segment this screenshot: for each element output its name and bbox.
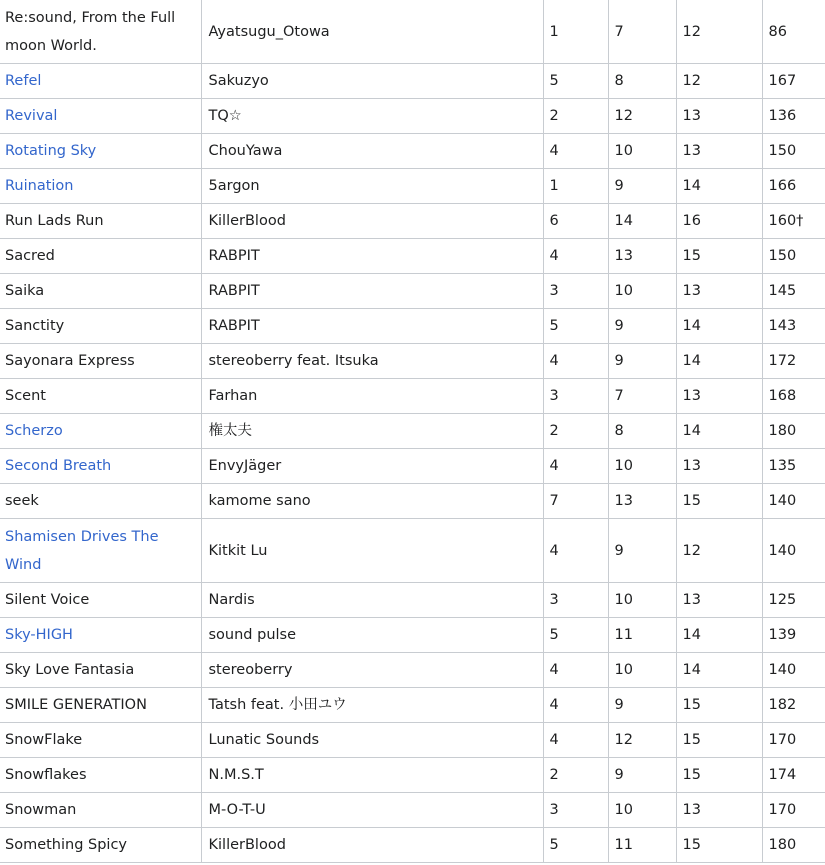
song-title-cell bbox=[0, 64, 201, 99]
table-row bbox=[0, 828, 825, 863]
value-cell-1: 3 bbox=[543, 583, 608, 618]
table-row bbox=[0, 758, 825, 793]
artist-cell: 権太夫 bbox=[201, 414, 543, 449]
artist-cell: Ayatsugu_Otowa bbox=[201, 0, 543, 64]
value-cell-3: 15 bbox=[676, 828, 762, 863]
table-row bbox=[0, 344, 825, 379]
value-cell-1: 4 bbox=[543, 344, 608, 379]
song-title-cell bbox=[0, 344, 201, 379]
value-cell-3: 12 bbox=[676, 64, 762, 99]
value-cell-3: 14 bbox=[676, 653, 762, 688]
value-cell-1: 3 bbox=[543, 379, 608, 414]
value-cell-4: 86 bbox=[762, 0, 825, 64]
value-cell-3: 15 bbox=[676, 239, 762, 274]
value-cell-4: 140 bbox=[762, 653, 825, 688]
song-title-cell bbox=[0, 484, 201, 519]
value-cell-2: 7 bbox=[608, 379, 676, 414]
value-cell-2: 9 bbox=[608, 344, 676, 379]
value-cell-2: 9 bbox=[608, 758, 676, 793]
song-title-text: SMILE GENERATION bbox=[5, 697, 147, 713]
song-title-text: Saika bbox=[5, 283, 45, 299]
artist-cell: stereoberry feat. Itsuka bbox=[201, 344, 543, 379]
value-cell-1: 5 bbox=[543, 618, 608, 653]
value-cell-3: 13 bbox=[676, 379, 762, 414]
value-cell-2: 10 bbox=[608, 583, 676, 618]
value-cell-2: 11 bbox=[608, 618, 676, 653]
artist-cell: Kitkit Lu bbox=[201, 519, 543, 583]
value-cell-1: 4 bbox=[543, 519, 608, 583]
song-title-link[interactable]: Scherzo bbox=[5, 423, 63, 439]
value-cell-4: 168 bbox=[762, 379, 825, 414]
song-title-link[interactable]: Shamisen Drives The Wind bbox=[5, 528, 159, 573]
value-cell-4: 150 bbox=[762, 134, 825, 169]
value-cell-2: 11 bbox=[608, 828, 676, 863]
value-cell-1: 2 bbox=[543, 758, 608, 793]
value-cell-1: 2 bbox=[543, 414, 608, 449]
table-row bbox=[0, 723, 825, 758]
value-cell-2: 10 bbox=[608, 793, 676, 828]
artist-cell: KillerBlood bbox=[201, 828, 543, 863]
song-title-link[interactable]: Second Breath bbox=[5, 458, 112, 474]
table-row bbox=[0, 134, 825, 169]
song-title-cell bbox=[0, 583, 201, 618]
value-cell-2: 8 bbox=[608, 414, 676, 449]
value-cell-1: 4 bbox=[543, 449, 608, 484]
song-title-cell bbox=[0, 239, 201, 274]
value-cell-4: 174 bbox=[762, 758, 825, 793]
value-cell-2: 7 bbox=[608, 0, 676, 64]
song-title-link[interactable]: Refel bbox=[5, 73, 42, 89]
value-cell-1: 3 bbox=[543, 274, 608, 309]
value-cell-2: 12 bbox=[608, 723, 676, 758]
value-cell-2: 10 bbox=[608, 134, 676, 169]
song-title-text: Sayonara Express bbox=[5, 353, 135, 369]
song-title-text: Run Lads Run bbox=[5, 213, 104, 229]
value-cell-4: 170 bbox=[762, 723, 825, 758]
value-cell-4: 180 bbox=[762, 414, 825, 449]
song-title-cell bbox=[0, 793, 201, 828]
artist-cell: TQ☆ bbox=[201, 99, 543, 134]
value-cell-1: 3 bbox=[543, 793, 608, 828]
table-row bbox=[0, 618, 825, 653]
artist-cell: Sakuzyo bbox=[201, 64, 543, 99]
value-cell-2: 8 bbox=[608, 64, 676, 99]
value-cell-4: 145 bbox=[762, 274, 825, 309]
song-title-text: seek bbox=[5, 493, 39, 509]
table-row bbox=[0, 519, 825, 583]
table-row bbox=[0, 239, 825, 274]
song-title-cell bbox=[0, 688, 201, 723]
value-cell-4: 166 bbox=[762, 169, 825, 204]
song-title-cell bbox=[0, 274, 201, 309]
table-row bbox=[0, 204, 825, 239]
value-cell-1: 2 bbox=[543, 99, 608, 134]
value-cell-2: 9 bbox=[608, 169, 676, 204]
song-title-cell bbox=[0, 309, 201, 344]
table-row bbox=[0, 274, 825, 309]
song-title-cell bbox=[0, 449, 201, 484]
table-row bbox=[0, 379, 825, 414]
song-title-text: Sacred bbox=[5, 248, 55, 264]
value-cell-3: 13 bbox=[676, 274, 762, 309]
table-row bbox=[0, 653, 825, 688]
value-cell-2: 13 bbox=[608, 239, 676, 274]
value-cell-3: 14 bbox=[676, 618, 762, 653]
table-row bbox=[0, 793, 825, 828]
value-cell-1: 4 bbox=[543, 134, 608, 169]
value-cell-1: 7 bbox=[543, 484, 608, 519]
artist-cell: sound pulse bbox=[201, 618, 543, 653]
song-title-text: Sky Love Fantasia bbox=[5, 662, 135, 678]
song-title-cell bbox=[0, 758, 201, 793]
value-cell-1: 4 bbox=[543, 653, 608, 688]
song-title-link[interactable]: Rotating Sky bbox=[5, 143, 97, 159]
value-cell-1: 5 bbox=[543, 309, 608, 344]
song-title-link[interactable]: Ruination bbox=[5, 178, 74, 194]
value-cell-4: 140 bbox=[762, 484, 825, 519]
artist-cell: RABPIT bbox=[201, 309, 543, 344]
value-cell-1: 4 bbox=[543, 239, 608, 274]
value-cell-1: 4 bbox=[543, 723, 608, 758]
song-title-cell bbox=[0, 414, 201, 449]
song-title-text: Snowman bbox=[5, 802, 77, 818]
artist-cell: M-O-T-U bbox=[201, 793, 543, 828]
value-cell-2: 9 bbox=[608, 688, 676, 723]
song-title-cell bbox=[0, 134, 201, 169]
value-cell-2: 13 bbox=[608, 484, 676, 519]
value-cell-4: 167 bbox=[762, 64, 825, 99]
value-cell-3: 14 bbox=[676, 169, 762, 204]
table-row bbox=[0, 99, 825, 134]
value-cell-1: 6 bbox=[543, 204, 608, 239]
artist-cell: N.M.S.T bbox=[201, 758, 543, 793]
song-title-cell bbox=[0, 618, 201, 653]
table-row bbox=[0, 583, 825, 618]
value-cell-3: 15 bbox=[676, 723, 762, 758]
song-title-text: SnowFlake bbox=[5, 732, 83, 748]
artist-cell: ChouYawa bbox=[201, 134, 543, 169]
artist-cell: Lunatic Sounds bbox=[201, 723, 543, 758]
table-row bbox=[0, 169, 825, 204]
value-cell-4: 125 bbox=[762, 583, 825, 618]
song-title-text: Scent bbox=[5, 388, 46, 404]
value-cell-2: 14 bbox=[608, 204, 676, 239]
song-title-text: Silent Voice bbox=[5, 592, 90, 608]
value-cell-2: 10 bbox=[608, 274, 676, 309]
value-cell-3: 15 bbox=[676, 758, 762, 793]
value-cell-2: 12 bbox=[608, 99, 676, 134]
value-cell-4: 180 bbox=[762, 828, 825, 863]
value-cell-3: 15 bbox=[676, 484, 762, 519]
artist-cell: Nardis bbox=[201, 583, 543, 618]
table-row bbox=[0, 0, 825, 64]
value-cell-3: 13 bbox=[676, 583, 762, 618]
artist-cell: Tatsh feat. 小田ユウ bbox=[201, 688, 543, 723]
value-cell-4: 140 bbox=[762, 519, 825, 583]
song-title-cell bbox=[0, 723, 201, 758]
value-cell-3: 14 bbox=[676, 309, 762, 344]
value-cell-3: 14 bbox=[676, 344, 762, 379]
artist-cell: KillerBlood bbox=[201, 204, 543, 239]
value-cell-3: 13 bbox=[676, 449, 762, 484]
song-title-cell bbox=[0, 828, 201, 863]
value-cell-2: 10 bbox=[608, 653, 676, 688]
artist-cell: RABPIT bbox=[201, 274, 543, 309]
artist-cell: RABPIT bbox=[201, 239, 543, 274]
value-cell-2: 9 bbox=[608, 309, 676, 344]
value-cell-4: 170 bbox=[762, 793, 825, 828]
value-cell-1: 5 bbox=[543, 828, 608, 863]
song-title-text: Something Spicy bbox=[5, 837, 128, 853]
value-cell-2: 10 bbox=[608, 449, 676, 484]
value-cell-1: 5 bbox=[543, 64, 608, 99]
table-row bbox=[0, 688, 825, 723]
song-title-cell bbox=[0, 519, 201, 583]
song-title-cell bbox=[0, 204, 201, 239]
song-title-text: Snowflakes bbox=[5, 767, 87, 783]
value-cell-4: 136 bbox=[762, 99, 825, 134]
table-row bbox=[0, 484, 825, 519]
value-cell-4: 150 bbox=[762, 239, 825, 274]
song-title-cell bbox=[0, 0, 201, 64]
value-cell-1: 4 bbox=[543, 688, 608, 723]
value-cell-3: 15 bbox=[676, 688, 762, 723]
value-cell-3: 12 bbox=[676, 0, 762, 64]
value-cell-3: 12 bbox=[676, 519, 762, 583]
value-cell-3: 14 bbox=[676, 414, 762, 449]
song-title-text: Re:sound, From the Full moon World. bbox=[5, 9, 176, 54]
table-row bbox=[0, 309, 825, 344]
artist-cell: kamome sano bbox=[201, 484, 543, 519]
value-cell-4: 172 bbox=[762, 344, 825, 379]
song-title-cell bbox=[0, 379, 201, 414]
value-cell-4: 143 bbox=[762, 309, 825, 344]
song-title-cell bbox=[0, 99, 201, 134]
value-cell-4: 182 bbox=[762, 688, 825, 723]
song-title-link[interactable]: Sky-HIGH bbox=[5, 627, 73, 643]
song-title-text: Sanctity bbox=[5, 318, 65, 334]
artist-cell: Farhan bbox=[201, 379, 543, 414]
value-cell-3: 13 bbox=[676, 99, 762, 134]
table-row bbox=[0, 449, 825, 484]
artist-cell: EnvyJäger bbox=[201, 449, 543, 484]
song-title-link[interactable]: Revival bbox=[5, 108, 58, 124]
value-cell-1: 1 bbox=[543, 169, 608, 204]
value-cell-3: 16 bbox=[676, 204, 762, 239]
table-row bbox=[0, 414, 825, 449]
artist-cell: 5argon bbox=[201, 169, 543, 204]
value-cell-4: 160† bbox=[762, 204, 825, 239]
value-cell-3: 13 bbox=[676, 134, 762, 169]
value-cell-4: 135 bbox=[762, 449, 825, 484]
value-cell-3: 13 bbox=[676, 793, 762, 828]
song-title-cell bbox=[0, 653, 201, 688]
song-title-cell bbox=[0, 169, 201, 204]
table-row bbox=[0, 64, 825, 99]
value-cell-4: 139 bbox=[762, 618, 825, 653]
artist-cell: stereoberry bbox=[201, 653, 543, 688]
value-cell-2: 9 bbox=[608, 519, 676, 583]
value-cell-1: 1 bbox=[543, 0, 608, 64]
